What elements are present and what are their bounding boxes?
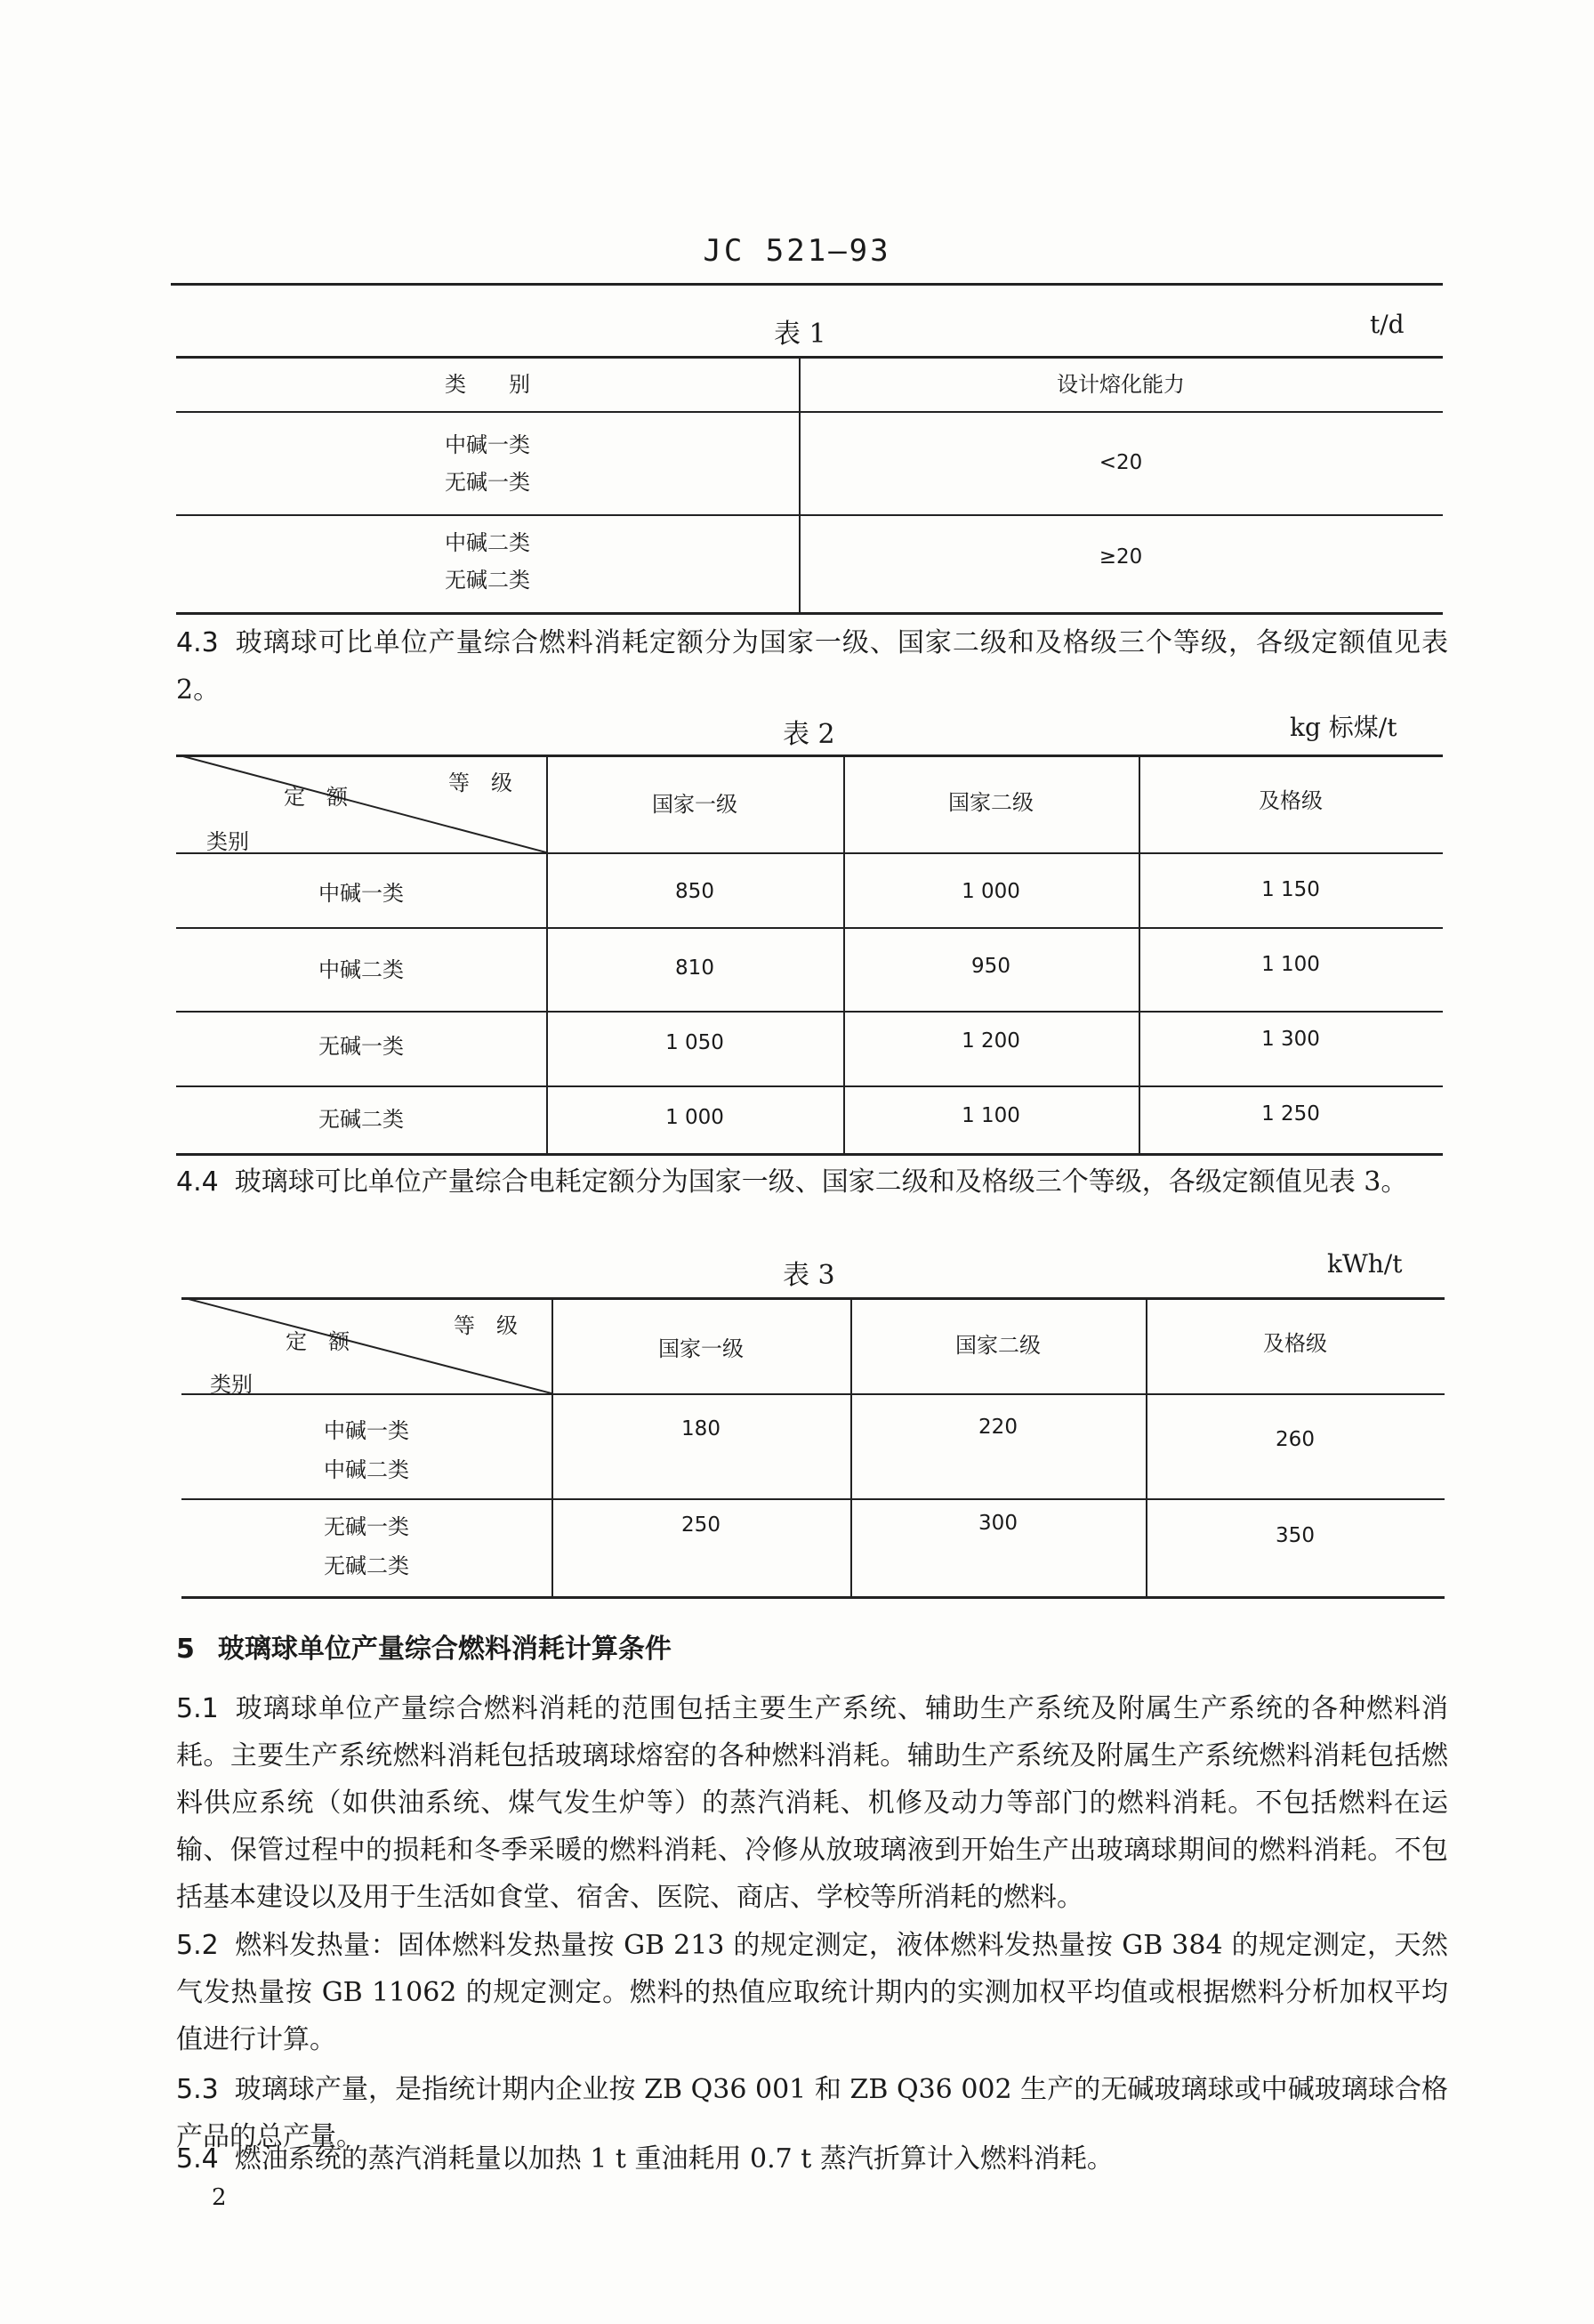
table1-row2-cat2: 无碱二类	[445, 568, 530, 593]
table1-header-category: 类 别	[445, 372, 530, 397]
table2-rule-3	[176, 1085, 1443, 1087]
section-5-4-text: 燃油系统的蒸汽消耗量以加热 1 t 重油耗用 0.7 t 蒸汽折算计入燃料消耗。	[234, 2143, 1114, 2175]
table3-corner-quota: 定 额	[286, 1329, 350, 1354]
table2-row1-grade1: 850	[675, 880, 714, 903]
table1-top-rule	[176, 356, 1443, 359]
table1-row2-cat1: 中碱二类	[445, 530, 530, 555]
table2-row2-category: 中碱二类	[318, 957, 404, 982]
section-5-1-label: 5.1	[176, 1693, 219, 1724]
section-4-4-text: 玻璃球可比单位产量综合电耗定额分为国家一级、国家二级和及格级三个等级，各级定额值见表 3。	[234, 1166, 1408, 1198]
section-5-3-text: 玻璃球产量，是指统计期内企业按 ZB Q36 001 和 ZB Q36 002 生产的无碱玻璃球或中碱玻璃球合格产品的总产量。	[176, 2074, 1448, 2152]
table3-header-grade2: 国家二级	[955, 1333, 1041, 1358]
table1-row1-cat1: 中碱一类	[445, 432, 530, 457]
table1-caption: 表 1	[774, 319, 826, 350]
table1-row2-value: ≥20	[1099, 545, 1143, 569]
table2-rule-2	[176, 1011, 1443, 1013]
table3-row2-cat2: 无碱二类	[324, 1553, 409, 1578]
table2-row4-pass: 1 250	[1261, 1102, 1320, 1126]
table2-header-pass: 及格级	[1259, 788, 1323, 813]
table3-row2-pass: 350	[1276, 1524, 1315, 1547]
table2-header-grade2: 国家二级	[948, 790, 1034, 815]
table2-head-rule	[176, 852, 1443, 854]
section-5-2-text: 燃料发热量：固体燃料发热量按 GB 213 的规定测定，液体燃料发热量按 GB 384 的规定测定，天然气发热量按 GB 11062 的规定测定。燃料的热值应取统计期内的实测加权平均值或根据燃料分析加权平均值进行计算。	[176, 1930, 1448, 2055]
section-5-4	[176, 2135, 1448, 2183]
table1-row1-cat2: 无碱一类	[445, 470, 530, 495]
section-4-4-label: 4.4	[176, 1166, 219, 1198]
section-4-3	[176, 619, 1448, 714]
section-5-3-label: 5.3	[176, 2074, 219, 2105]
table1-header-capacity: 设计熔化能力	[1057, 372, 1185, 397]
table3-unit: kWh/t	[1327, 1249, 1403, 1279]
table2-row2-grade2: 950	[971, 955, 1010, 978]
table2-row1-category: 中碱一类	[318, 881, 404, 906]
section-4-3-text: 玻璃球可比单位产量综合燃料消耗定额分为国家一级、国家二级和及格级三个等级，各级定额值见表 2。	[176, 627, 1448, 706]
table3-row2-cat1: 无碱一类	[324, 1514, 409, 1539]
section-5-2-label: 5.2	[176, 1930, 219, 1961]
table2-caption: 表 2	[783, 719, 835, 750]
table2-unit: kg 标煤/t	[1290, 713, 1397, 742]
table1-unit: t/d	[1370, 310, 1405, 339]
table1-head-rule	[176, 411, 1443, 413]
table2-row3-category: 无碱一类	[318, 1034, 404, 1059]
table2-row2-pass: 1 100	[1261, 953, 1320, 976]
table3-caption: 表 3	[783, 1260, 835, 1291]
table2-row4-category: 无碱二类	[318, 1107, 404, 1132]
section-5-title: 玻璃球单位产量综合燃料消耗计算条件	[217, 1634, 672, 1665]
section-4-4	[176, 1158, 1448, 1206]
table2-corner-quota: 定 额	[284, 785, 348, 810]
page-header: JC 521—93	[703, 233, 891, 269]
table3-row1-cat1: 中碱一类	[324, 1418, 409, 1443]
table3-row-rule	[181, 1498, 1445, 1500]
table3-header-grade1: 国家一级	[658, 1336, 744, 1361]
table3-head-rule	[181, 1393, 1445, 1395]
page-number: 2	[212, 2184, 227, 2211]
header-rule	[171, 283, 1443, 286]
section-5-1-text: 玻璃球单位产量综合燃料消耗的范围包括主要生产系统、辅助生产系统及附属生产系统的各种燃料消耗。主要生产系统燃料消耗包括玻璃球熔窑的各种燃料消耗。辅助生产系统及附属生产系统燃料消耗包括燃料供应系统（如供油系统、煤气发生炉等）的蒸汽消耗、机修及动力等部门的燃料消耗。不包括燃料在运输、保管过程中的损耗和冬季采暖的燃料消耗、冷修从放玻璃液到开始生产出玻璃球期间的燃料消耗。不包括基本建设以及用于生活如食堂、宿舍、医院、商店、学校等所消耗的燃料。	[176, 1693, 1448, 1913]
section-5-label: 5	[176, 1634, 195, 1665]
table3-row1-pass: 260	[1276, 1428, 1315, 1451]
table3-header-pass: 及格级	[1263, 1331, 1327, 1356]
table3-row1-cat2: 中碱二类	[324, 1457, 409, 1482]
table2-row4-grade2: 1 100	[962, 1104, 1020, 1127]
table1-bottom-rule	[176, 612, 1443, 615]
table2-row3-pass: 1 300	[1261, 1028, 1320, 1051]
section-5-heading	[176, 1626, 672, 1666]
table2-row3-grade2: 1 200	[962, 1029, 1020, 1053]
table2-row1-pass: 1 150	[1261, 878, 1320, 901]
table2-bottom-rule	[176, 1153, 1443, 1156]
table2-row3-grade1: 1 050	[665, 1031, 724, 1054]
table3-row1-grade1: 180	[681, 1417, 721, 1440]
table3-row2-grade1: 250	[681, 1513, 721, 1537]
section-5-2	[176, 1922, 1448, 2063]
table3-row2-grade2: 300	[978, 1512, 1018, 1535]
table3-corner-category: 类别	[210, 1372, 253, 1397]
table2-corner-category: 类别	[206, 829, 249, 854]
table1-row-rule	[176, 514, 1443, 516]
section-5-1	[176, 1685, 1448, 1921]
section-4-3-label: 4.3	[176, 627, 219, 658]
table2-header-grade1: 国家一级	[652, 792, 737, 817]
section-5-4-label: 5.4	[176, 2143, 219, 2175]
table3-corner-grade: 等 级	[454, 1313, 518, 1338]
table2-row1-grade2: 1 000	[962, 880, 1020, 903]
table2-corner-grade: 等 级	[448, 771, 512, 795]
table3-row1-grade2: 220	[978, 1416, 1018, 1439]
table2-row4-grade1: 1 000	[665, 1106, 724, 1129]
table3-bottom-rule	[181, 1596, 1445, 1599]
table2-rule-1	[176, 927, 1443, 929]
table2-row2-grade1: 810	[675, 956, 714, 980]
table1-row1-value: <20	[1099, 451, 1143, 474]
